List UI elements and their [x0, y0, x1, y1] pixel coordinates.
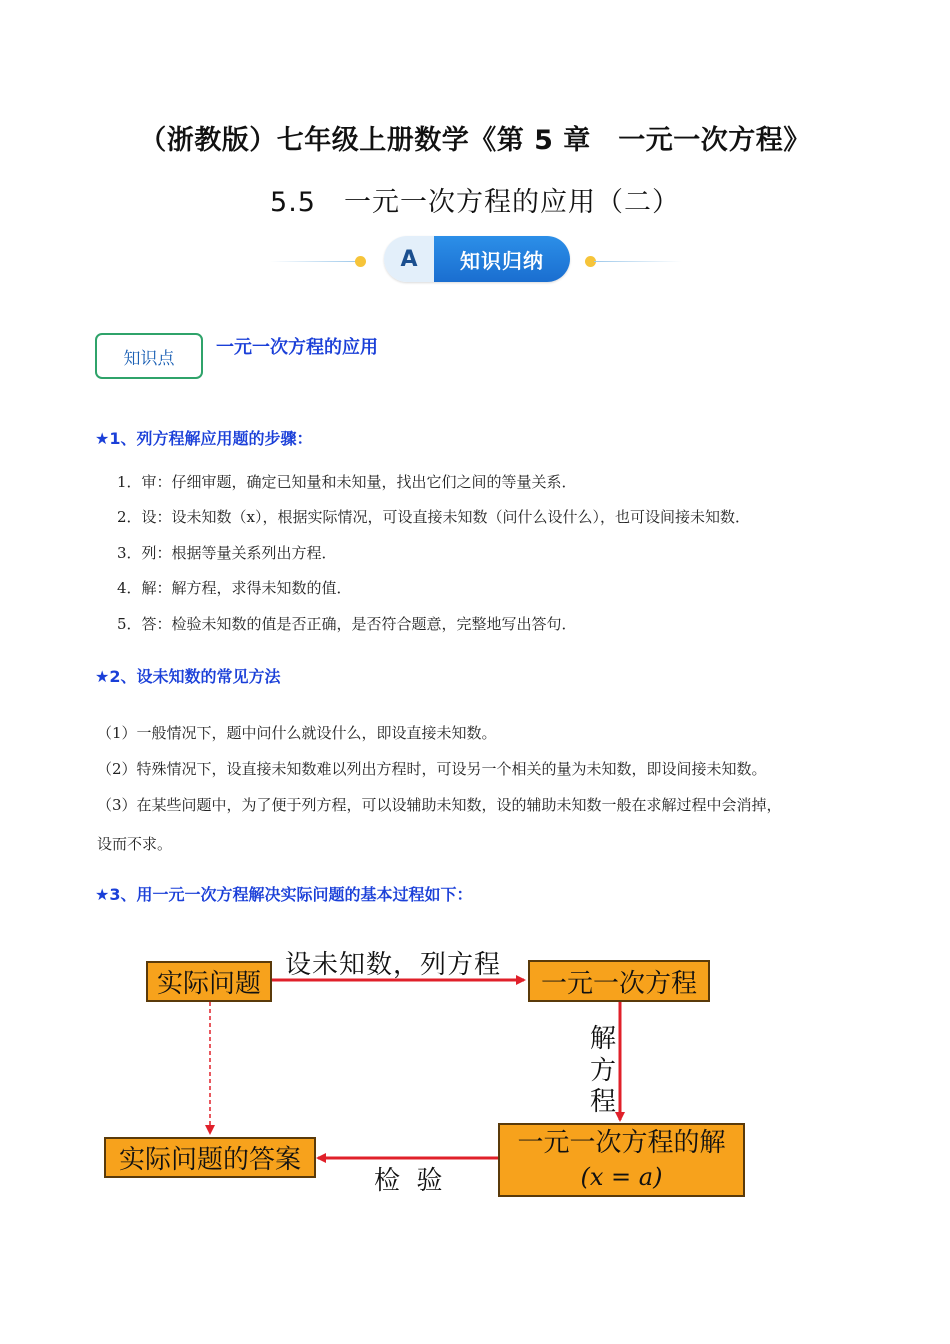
box-equation-solution [498, 1123, 745, 1197]
step-item: 2．设：设未知数（x），根据实际情况，可设直接未知数（问什么设什么），也可设间接未知数． [117, 508, 751, 526]
method-item: 设而不求。 [97, 835, 173, 853]
box-real-problem [146, 961, 272, 1002]
box-real-problem-label: 实际问题 [156, 969, 261, 999]
banner-dot-left [355, 256, 366, 267]
box-linear-equation-label: 一元一次方程 [540, 968, 697, 999]
arrow-label-check: 检 验 [374, 1166, 443, 1196]
box-linear-equation [528, 960, 710, 1002]
method-item: （2）特殊情况下，设直接未知数难以列出方程时，可设另一个相关的量为未知数，即设间接未知数。 [97, 760, 767, 778]
step-item: 4．解：解方程，求得未知数的值． [117, 579, 352, 597]
box-equation-solution-label: 一元一次方程的解 [517, 1128, 726, 1158]
section2-heading: ★2、设未知数的常见方法 [95, 667, 281, 686]
document-title: （浙教版）七年级上册数学《第 5 章 一元一次方程》 [139, 125, 811, 156]
arrow-label-solve-3: 程 [590, 1087, 617, 1117]
method-item: （1）一般情况下，题中问什么就设什么，即设直接未知数。 [97, 724, 497, 742]
knowledge-point-title: 一元一次方程的应用 [216, 337, 378, 358]
banner-line-right [594, 261, 682, 262]
banner-line-left [270, 261, 358, 262]
box-real-answer [104, 1137, 316, 1178]
method-item: （3）在某些问题中，为了便于列方程，可以设辅助未知数，设的辅助未知数一般在求解过程中会消掉， [97, 796, 782, 814]
box-real-answer-label: 实际问题的答案 [118, 1145, 301, 1175]
box-equation-solution-sub: (x = a) [580, 1163, 663, 1191]
banner-letter: A [384, 236, 434, 282]
document-subtitle: 5.5 一元一次方程的应用（二） [270, 187, 680, 218]
arrow-label-set: 设未知数，列方程 [285, 950, 502, 980]
step-item: 5．答：检验未知数的值是否正确，是否符合题意，完整地写出答句． [117, 615, 577, 633]
arrow-label-solve-2: 方 [590, 1056, 617, 1086]
banner-label: 知识归纳 [434, 236, 570, 282]
step-item: 3．列：根据等量关系列出方程． [117, 544, 337, 562]
step-item: 1．审：仔细审题，确定已知量和未知量，找出它们之间的等量关系． [117, 473, 577, 491]
section3-heading: ★3、用一元一次方程解决实际问题的基本过程如下： [95, 885, 473, 904]
knowledge-point-badge: 知识点 [95, 333, 203, 379]
arrow-label-solve-1: 解 [590, 1024, 617, 1054]
section-banner [384, 236, 570, 282]
section1-heading: ★1、列方程解应用题的步骤： [95, 429, 313, 448]
